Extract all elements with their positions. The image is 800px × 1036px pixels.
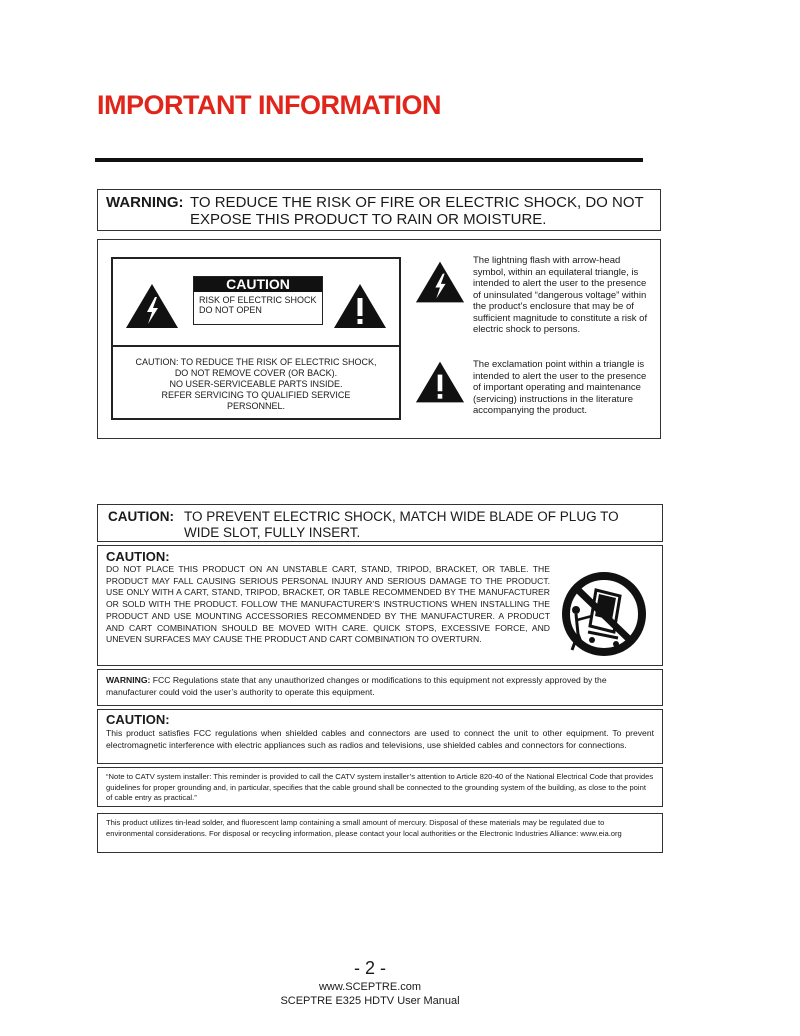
caution-instr-line2: DO NOT REMOVE COVER (OR BACK). — [174, 368, 338, 378]
cart-caution-heading: CAUTION: — [106, 549, 170, 564]
caution-instr-line5: PERSONNEL. — [226, 401, 286, 411]
caution-instr-line3: NO USER-SERVICEABLE PARTS INSIDE. — [169, 379, 343, 389]
exclamation-symbol-icon — [415, 360, 465, 404]
caution-instr-line1: CAUTION: TO REDUCE THE RISK OF ELECTRIC SHOCK, — [135, 357, 377, 367]
exclamation-triangle-icon — [333, 283, 387, 329]
caution-sticker-line2: DO NOT OPEN — [199, 305, 262, 315]
warning-box — [97, 189, 661, 231]
cart-tipover-icon — [558, 570, 648, 658]
caution-sticker-line1: RISK OF ELECTRIC SHOCK — [199, 295, 317, 305]
caution-instructions — [113, 357, 399, 412]
caution-sticker-head: CAUTION — [194, 277, 322, 292]
disposal-note-box — [97, 813, 663, 853]
cart-caution-text: DO NOT PLACE THIS PRODUCT ON AN UNSTABLE CART, STAND, TRIPOD, BRACKET, OR TABLE. THE PRODUCT MAY FALL CAUSING SERIOUS PERSONAL INJURY AND SERIOUS DAMAGE TO THE PRODUCT. USE ONLY WITH A CART, STAND, TRIPOD, BRACKET, OR TABLE RECOMMENDED BY THE MANUFACTURER OR SOLD WITH THE PRODUCT. FOLLOW THE MANUFACTURER’S INSTRUCTIONS WHEN INSTALLING THE PRODUCT AND USE MOUNTING ACCESSORIES RECOMMENDED BY THE MANUFACTURER. A PRODUCT AND CART COMBINATION SHOULD BE MOVED WITH CARE. QUICK STOPS, EXCESSIVE FORCE, AND UNEVEN SURFACES MAY CAUSE THE PRODUCT AND CART COMBINATION TO OVERTURN. — [106, 564, 550, 645]
cart-caution-box — [97, 545, 663, 666]
page-number: - 2 - — [353, 958, 386, 978]
lightning-triangle-icon — [125, 283, 179, 329]
caution-label-panel — [111, 257, 401, 420]
catv-note-text: “Note to CATV system installer: This reminder is provided to call the CATV system installer’s attention to Article 820-40 of the National Electrical Code that provides guidelines for proper grounding and, in particular, specifies that the cable ground shall be connected to the grounding system of the building, as close to the point of cable entry as practical.” — [106, 772, 654, 802]
disposal-note-text: This product utilizes tin-lead solder, and fluorescent lamp containing a small amount of mercury. Disposal of these materials may be regulated due to environmental considerations. For disposal or recycling information, please contact your local authorities or the Electronic Industries Alliance: www.eia.org — [106, 818, 622, 838]
shield-caution-box — [97, 709, 663, 764]
lightning-description: The lightning flash with arrow-head symbol, within an equilateral triangle, is intended to alert the user to the presence of uninsulated “dangerous voltage” within the product’s enclosure that may be of sufficient magnitude to constitute a risk of electric shock to persons. — [473, 255, 648, 335]
plug-caution-text: TO PREVENT ELECTRIC SHOCK, MATCH WIDE BLADE OF PLUG TO WIDE SLOT, FULLY INSERT. — [184, 509, 619, 540]
warning-label: WARNING: — [106, 194, 184, 211]
catv-note-box — [97, 767, 663, 807]
shield-caution-heading: CAUTION: — [106, 712, 170, 727]
exclamation-description: The exclamation point within a triangle is intended to alert the user to the presence of important operating and maintenance (servicing) instructions in the literature accompanying the product. — [473, 359, 647, 416]
symbols-box — [97, 239, 661, 439]
caution-instr-line4: REFER SERVICING TO QUALIFIED SERVICE — [161, 390, 351, 400]
title-rule — [95, 158, 643, 162]
fcc-warning-label: WARNING: — [106, 675, 151, 685]
plug-caution-label: CAUTION: — [108, 509, 174, 524]
fcc-warning-box — [97, 669, 663, 706]
page-title: IMPORTANT INFORMATION — [97, 90, 441, 120]
plug-caution-box — [97, 504, 663, 542]
caution-sticker — [193, 276, 323, 325]
warning-text: TO REDUCE THE RISK OF FIRE OR ELECTRIC SHOCK, DO NOT EXPOSE THIS PRODUCT TO RAIN OR MOISTURE. — [190, 194, 644, 228]
footer-manual-title: SCEPTRE E325 HDTV User Manual — [280, 995, 460, 1007]
fcc-warning-text: FCC Regulations state that any unauthorized changes or modifications to this equipment not expressly approved by the manufacturer could void the user’s authority to operate this equipment. — [106, 675, 607, 697]
footer-url: www.SCEPTRE.com — [318, 981, 422, 993]
lightning-symbol-icon — [415, 260, 465, 304]
shield-caution-text: This product satisfies FCC regulations when shielded cables and connectors are used to connect the unit to other equipment. To prevent electromagnetic interference with electric appliances such as radios and televisions, use shielded cables and connectors for connections. — [106, 728, 654, 750]
